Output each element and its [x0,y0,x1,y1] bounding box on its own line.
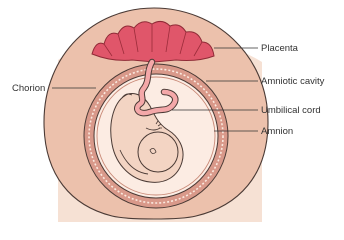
fetus-head [138,132,178,172]
label-placenta: Placenta [261,43,298,54]
label-amnion: Amnion [261,126,294,137]
label-umbilical-cord: Umbilical cord [261,105,321,116]
label-amniotic-cavity: Amniotic cavity [261,76,325,87]
label-chorion: Chorion [12,83,46,94]
